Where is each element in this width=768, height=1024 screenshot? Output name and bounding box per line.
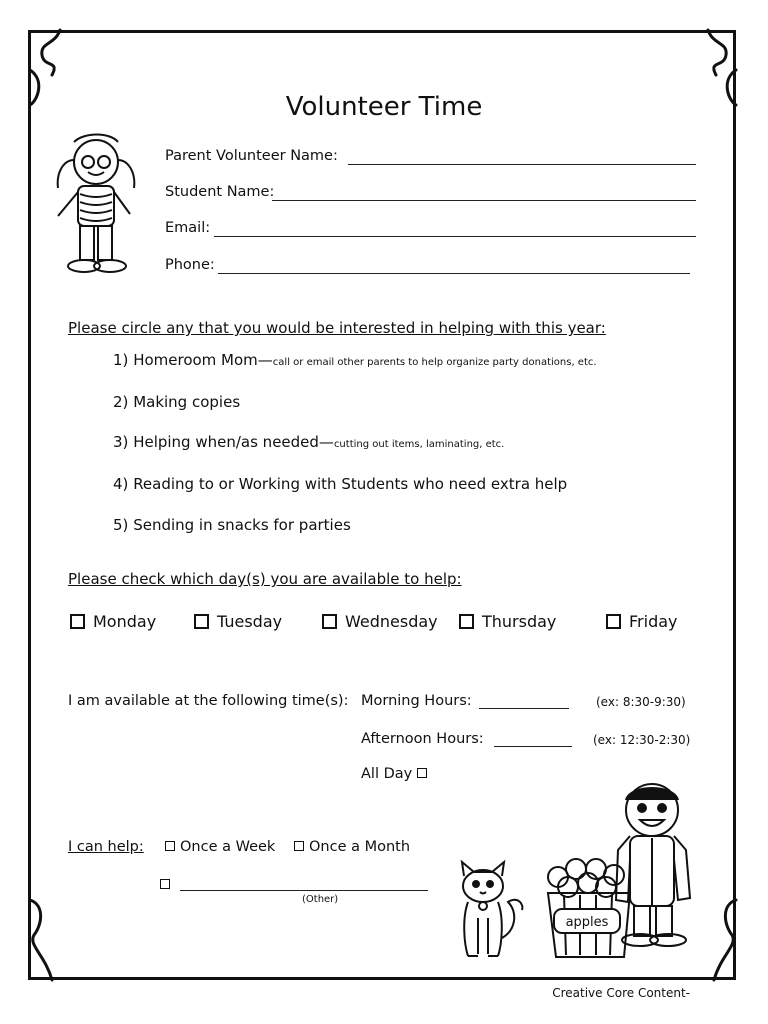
days-heading: Please check which day(s) you are available to help: [68, 570, 462, 588]
afternoon-hours-label: Afternoon Hours: [361, 731, 484, 747]
interest-option[interactable]: 5) Sending in snacks for parties [113, 516, 351, 534]
parent-name-label: Parent Volunteer Name: [165, 148, 338, 164]
morning-example: (ex: 8:30-9:30) [596, 695, 686, 709]
all-day-option[interactable]: All Day [361, 766, 432, 782]
flourish-bottom-left [30, 900, 52, 980]
once-a-month-checkbox[interactable] [294, 841, 304, 851]
other-checkbox[interactable] [160, 879, 170, 889]
day-friday[interactable]: Friday [606, 612, 678, 631]
morning-hours-label: Morning Hours: [361, 693, 472, 709]
thursday-checkbox[interactable] [459, 614, 474, 629]
other-line[interactable] [180, 890, 428, 891]
all-day-checkbox[interactable] [417, 768, 427, 778]
interest-option[interactable]: 4) Reading to or Working with Students who need extra help [113, 475, 568, 493]
day-wednesday[interactable]: Wednesday [322, 612, 438, 631]
page-title: Volunteer Time [285, 92, 483, 122]
boy-illustration [600, 780, 705, 950]
interest-option[interactable]: 3) Helping when/as needed—cutting out items, laminating, etc. [113, 433, 505, 451]
parent-name-line[interactable] [348, 164, 696, 165]
interest-option[interactable]: 1) Homeroom Mom—call or email other parents to help organize party donations, etc. [113, 351, 597, 369]
footer-credit: Creative Core Content- [552, 986, 690, 1000]
apples-label: apples [565, 915, 609, 930]
email-line[interactable] [214, 236, 696, 237]
once-a-month-option[interactable]: Once a Month [289, 839, 410, 855]
wednesday-checkbox[interactable] [322, 614, 337, 629]
interests-heading: Please circle any that you would be interested in helping with this year: [68, 319, 606, 337]
morning-hours-line[interactable] [479, 708, 569, 709]
other-caption: (Other) [302, 894, 339, 905]
flourish-top-left [42, 30, 60, 75]
afternoon-example: (ex: 12:30-2:30) [593, 733, 691, 747]
flourish-top-right [708, 30, 726, 75]
tuesday-checkbox[interactable] [194, 614, 209, 629]
times-intro: I am available at the following time(s): [68, 693, 349, 709]
student-name-line[interactable] [272, 200, 696, 201]
day-thursday[interactable]: Thursday [459, 612, 556, 631]
flourish-bottom-right [714, 900, 736, 980]
day-tuesday[interactable]: Tuesday [194, 612, 282, 631]
once-a-week-option[interactable]: Once a Week [160, 839, 275, 855]
student-name-label: Student Name: [165, 184, 275, 200]
interest-option[interactable]: 2) Making copies [113, 393, 241, 411]
email-label: Email: [165, 220, 211, 236]
phone-label: Phone: [165, 257, 215, 273]
girl-illustration [44, 130, 144, 280]
cat-illustration [452, 858, 527, 966]
day-monday[interactable]: Monday [70, 612, 156, 631]
monday-checkbox[interactable] [70, 614, 85, 629]
phone-line[interactable] [218, 273, 690, 274]
can-help-label: I can help: [68, 839, 144, 855]
friday-checkbox[interactable] [606, 614, 621, 629]
once-a-week-checkbox[interactable] [165, 841, 175, 851]
afternoon-hours-line[interactable] [494, 746, 572, 747]
